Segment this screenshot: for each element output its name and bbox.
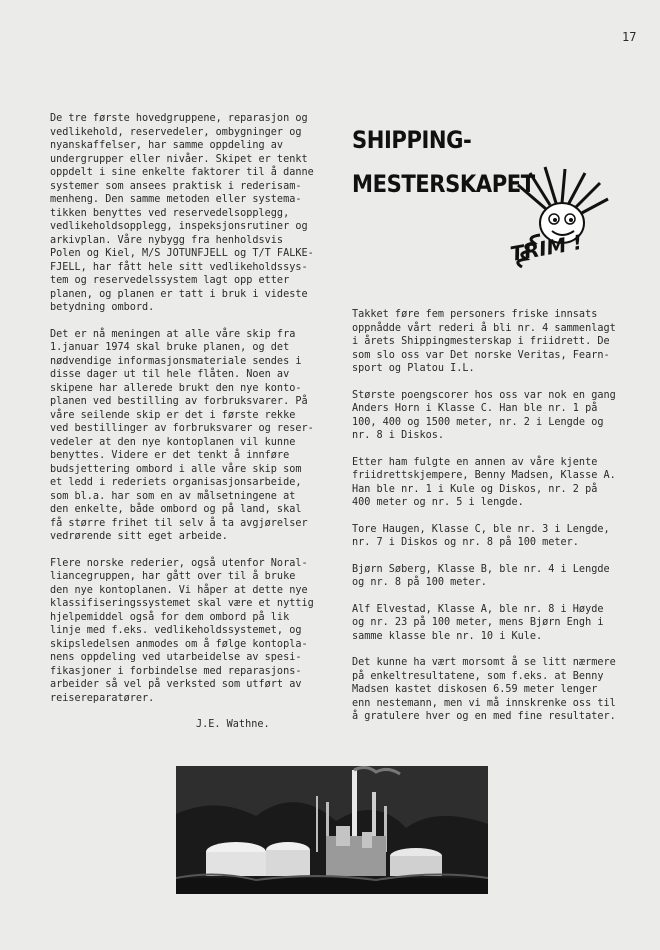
refinery-illustration <box>176 766 488 894</box>
trim-cartoon-illustration <box>490 165 640 285</box>
headline-line-1: SHIPPING- <box>352 126 472 154</box>
paragraph: Flere norske rederier, også utenfor Noral- liancegruppen, har gått over til å bruke den nye kontoplanen. Vi håper at dette nye klassifiseringssystemet skal være et nyttig hjelpemiddel også for dem ombord på lik linje med f.eks. vedlikeholdssystemet, og skipsledelsen anmodes om å følge kontopla- nens oppdeling ved utarbeidelse av spesi- fikasjoner i forbindelse med reparasjons- arbeider så vel på verksted som utført av reisereparatører. <box>50 557 314 704</box>
article-left-column <box>50 112 340 732</box>
paragraph: Det er nå meningen at alle våre skip fra 1.januar 1974 skal bruke planen, og det nødvendige informasjonsmateriale sendes i disse dager ut til hele flåten. Noen av skipene har allerede brukt den nye konto- planen ved bestilling av forbruksvarer. På våre seilende skip er det i første rekke ved bestillinger av forbruksvarer og reser- vedeler at den nye kontoplanen vil kunne benyttes. Videre er det tenkt å innføre budsjettering ombord i alle våre skip som et ledd i rederiets organisasjonsarbeide, som bl.a. har som en av målsetningene at den enkelte, både ombord og på land, skal få større frihet til selv å ta avgjørelser vedrørende sitt eget arbeide. <box>50 328 314 542</box>
paragraph: Alf Elvestad, Klasse A, ble nr. 8 i Høyde og nr. 23 på 100 meter, mens Bjørn Engh i samme klasse ble nr. 10 i Kule. <box>352 603 604 642</box>
paragraph: De tre første hovedgruppene, reparasjon og vedlikehold, reservedeler, ombygninger og nyanskaffelser, har samme oppdeling av undergrupper eller nivåer. Skipet er tenkt oppdelt i sine enkelte faktorer til å danne systemer som ansees praktisk i rederisam- menheng. Den samme metoden eller systema- tikken benyttes ved reservedelsopplegg, vedlikeholdsopplegg, inspeksjonsrutiner og arkivplan. Våre nybygg fra henholdsvis Polen og Kiel, M/S JOTUNFJELL og T/T FALKE- FJELL, har fått hele sitt vedlikeholdssys- tem og reservedelssystem lagt opp etter planen, og planen er tatt i bruk i videste betydning ombord. <box>50 113 314 313</box>
paragraph: Største poengscorer hos oss var nok en gang Anders Horn i Klasse C. Han ble nr. 1 på 100, 400 og 1500 meter, nr. 2 i Lengde og nr. 8 i Diskos. <box>352 389 616 441</box>
article-headline <box>352 118 535 206</box>
headline-line-2: MESTERSKAPET <box>352 170 535 198</box>
author-signature: J.E. Wathne. <box>196 719 270 730</box>
paragraph: Det kunne ha vært morsomt å se litt nærmere på enkeltresultatene, som f.eks. at Benny Madsen kastet diskosen 6.59 meter lenger enn nestemann, men vi må innskrenke oss til å gratulere hver og en med fine resultater. <box>352 657 616 722</box>
page-number: 17 <box>622 30 637 44</box>
trim-caption: TRIM ! <box>508 229 585 267</box>
paragraph: Bjørn Søberg, Klasse B, ble nr. 4 i Lengde og nr. 8 på 100 meter. <box>352 563 610 588</box>
paragraph: Tore Haugen, Klasse C, ble nr. 3 i Lengde, nr. 7 i Diskos og nr. 8 på 100 meter. <box>352 523 610 548</box>
paragraph: Takket føre fem personers friske innsats oppnådde vårt rederi å bli nr. 4 sammenlagt i årets Shippingmesterskap i friidrett. De som slo oss var Det norske Veritas, Fearn- sport og Platou I.L. <box>352 309 616 374</box>
article-right-column <box>352 308 637 737</box>
paragraph: Etter ham fulgte en annen av våre kjente friidrettskjempere, Benny Madsen, Klasse A. Han ble nr. 1 i Kule og Diskos, nr. 2 på 400 meter og nr. 5 i lengde. <box>352 456 616 508</box>
